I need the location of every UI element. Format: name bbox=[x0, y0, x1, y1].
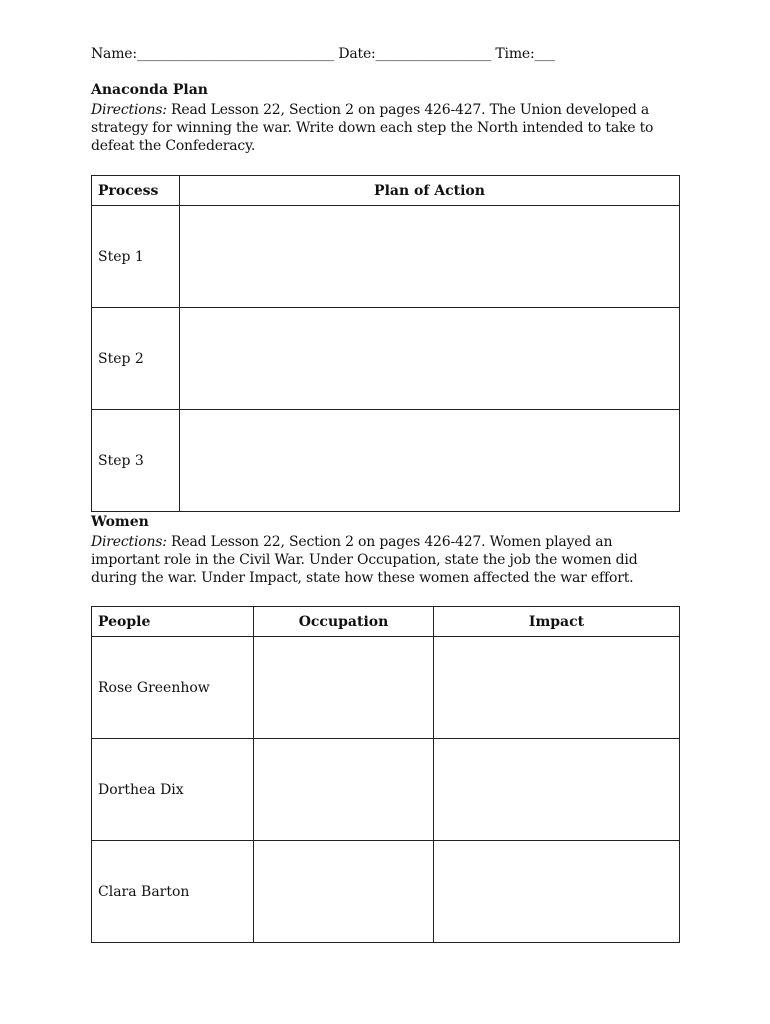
column-header-impact: Impact bbox=[434, 607, 680, 637]
impact-answer-cell[interactable] bbox=[434, 841, 680, 943]
anaconda-plan-title: Anaconda Plan bbox=[91, 82, 208, 98]
time-field[interactable]: ___ bbox=[534, 46, 555, 62]
date-field[interactable]: _________________ bbox=[375, 46, 492, 62]
person-name: Dorthea Dix bbox=[92, 739, 254, 841]
column-header-occupation: Occupation bbox=[254, 607, 434, 637]
step-label: Step 2 bbox=[92, 308, 180, 410]
table-row bbox=[92, 841, 680, 943]
column-header-plan-of-action: Plan of Action bbox=[180, 176, 680, 206]
women-directions-label: Directions: bbox=[91, 534, 167, 550]
step-label: Step 1 bbox=[92, 206, 180, 308]
table-header-row bbox=[92, 607, 680, 637]
header-line bbox=[91, 46, 555, 62]
anaconda-directions-text: Read Lesson 22, Section 2 on pages 426-427. The Union developed a strategy for winning the war. Write down each step the North intended to take to defeat the Confederacy. bbox=[91, 102, 654, 154]
table-row bbox=[92, 637, 680, 739]
women-table bbox=[91, 606, 680, 943]
women-title: Women bbox=[91, 514, 149, 530]
occupation-answer-cell[interactable] bbox=[254, 841, 434, 943]
plan-answer-cell[interactable] bbox=[180, 206, 680, 308]
occupation-answer-cell[interactable] bbox=[254, 739, 434, 841]
table-row bbox=[92, 410, 680, 512]
women-directions bbox=[91, 533, 681, 587]
table-row bbox=[92, 206, 680, 308]
occupation-answer-cell[interactable] bbox=[254, 637, 434, 739]
person-name: Clara Barton bbox=[92, 841, 254, 943]
anaconda-plan-table bbox=[91, 175, 680, 512]
name-label: Name: bbox=[91, 46, 137, 62]
name-field[interactable]: _____________________________ bbox=[136, 46, 335, 62]
anaconda-directions bbox=[91, 101, 681, 155]
anaconda-directions-label: Directions: bbox=[91, 102, 167, 118]
person-name: Rose Greenhow bbox=[92, 637, 254, 739]
impact-answer-cell[interactable] bbox=[434, 637, 680, 739]
plan-answer-cell[interactable] bbox=[180, 410, 680, 512]
time-label: Time: bbox=[495, 46, 535, 62]
women-directions-text: Read Lesson 22, Section 2 on pages 426-427. Women played an important role in the Civil War. Under Occupation, state the job the women did during the war. Under Impact, state how these women affected the war effort. bbox=[91, 534, 638, 586]
table-row bbox=[92, 308, 680, 410]
column-header-process: Process bbox=[92, 176, 180, 206]
table-row bbox=[92, 739, 680, 841]
plan-answer-cell[interactable] bbox=[180, 308, 680, 410]
column-header-people: People bbox=[92, 607, 254, 637]
step-label: Step 3 bbox=[92, 410, 180, 512]
table-header-row bbox=[92, 176, 680, 206]
impact-answer-cell[interactable] bbox=[434, 739, 680, 841]
date-label: Date: bbox=[338, 46, 376, 62]
